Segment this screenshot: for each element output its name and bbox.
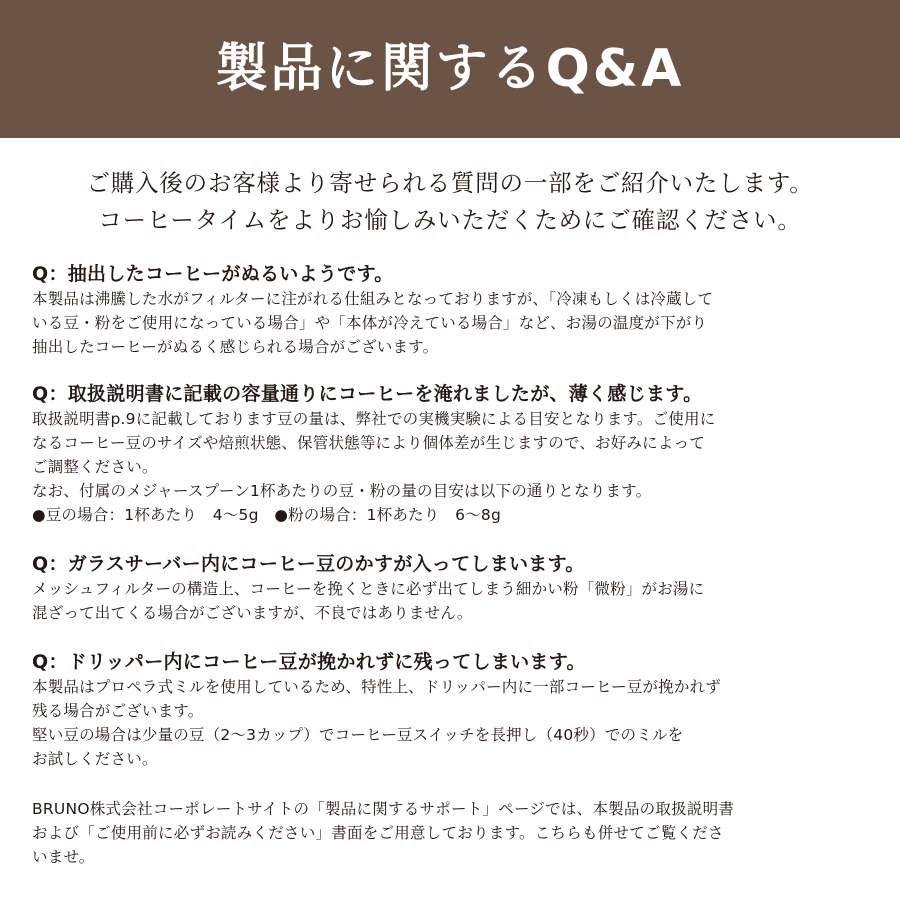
qa-question: Q：ドリッパー内にコーヒー豆が挽かれずに残ってしまいます。	[32, 651, 586, 673]
qa-item-grounds-in-server	[32, 551, 882, 625]
qa-question: Q：取扱説明書に記載の容量通りにコーヒーを淹れましたが、薄く感じます。	[32, 383, 703, 405]
support-note-line: および「ご使用前に必ずお読みください」書面をご用意しております。こちらも併せてご覧くださ	[32, 824, 724, 842]
intro-line: コーヒータイムをよりお愉しみいただくためにご確認ください。	[98, 206, 802, 234]
support-note-line: いませ。	[32, 848, 95, 866]
intro-line: ご購入後のお客様より寄せられる質問の一部をご紹介いたします。	[86, 169, 814, 197]
qa-answer-line: 本製品はプロペラ式ミルを使用しているため、特性上、ドリッパー内に一部コーヒー豆が挽かれず	[32, 678, 721, 696]
qa-answer-line: 本製品は沸騰した水がフィルターに注がれる仕組みとなっておりますが、「冷凍もしくは冷蔵して	[32, 290, 714, 308]
support-note-line: BRUNO株式会社コーポレートサイトの「製品に関するサポート」ページでは、本製品の取扱説明書	[32, 800, 735, 818]
header-banner	[0, 0, 900, 138]
qa-answer-line: 取扱説明書p.9に記載しております豆の量は、弊社での実機実験による目安となります。ご使用に	[32, 410, 716, 428]
qa-answer-line: ご調整ください。	[32, 458, 158, 476]
qa-item-weak-coffee	[32, 381, 882, 527]
support-note	[32, 797, 882, 869]
qa-question: Q：抽出したコーヒーがぬるいようです。	[32, 263, 394, 285]
qa-answer-line: メッシュフィルターの構造上、コーヒーを挽くときに必ず出てしまう細かい粉「微粉」がお湯に	[32, 580, 705, 598]
qa-answer-line: なお、付属のメジャースプーン1杯あたりの豆・粉の量の目安は以下の通りとなります。	[32, 482, 652, 500]
qa-answer-line: 残る場合がございます。	[32, 702, 204, 720]
qa-answer-line: 堅い豆の場合は少量の豆（2〜3カップ）でコーヒー豆スイッチを長押し（40秒）でのミルを	[32, 726, 684, 744]
qa-answer-line: いる豆・粉をご使用になっている場合」や「本体が冷えている場合」など、お湯の温度が下がり	[32, 314, 708, 332]
qa-answer-line: 抽出したコーヒーがぬるく感じられる場合がございます。	[32, 338, 439, 356]
qa-item-unground-beans	[32, 649, 882, 771]
intro-text	[0, 165, 900, 239]
qa-answer-line: 混ざって出てくる場合がございますが、不良ではありません。	[32, 604, 473, 622]
qa-answer-line: お試しください。	[32, 750, 158, 768]
qa-question: Q：ガラスサーバー内にコーヒー豆のかすが入ってしまいます。	[32, 553, 585, 575]
qa-answer-line: ●豆の場合：1杯あたり 4〜5g ●粉の場合：1杯あたり 6〜8g	[32, 506, 501, 524]
qa-item-lukewarm-coffee	[32, 261, 882, 359]
qa-answer-line: なるコーヒー豆のサイズや焙煎状態、保管状態等により個体差が生じますので、お好みによって	[32, 434, 705, 452]
page-title: 製品に関するQ&A	[215, 39, 685, 99]
